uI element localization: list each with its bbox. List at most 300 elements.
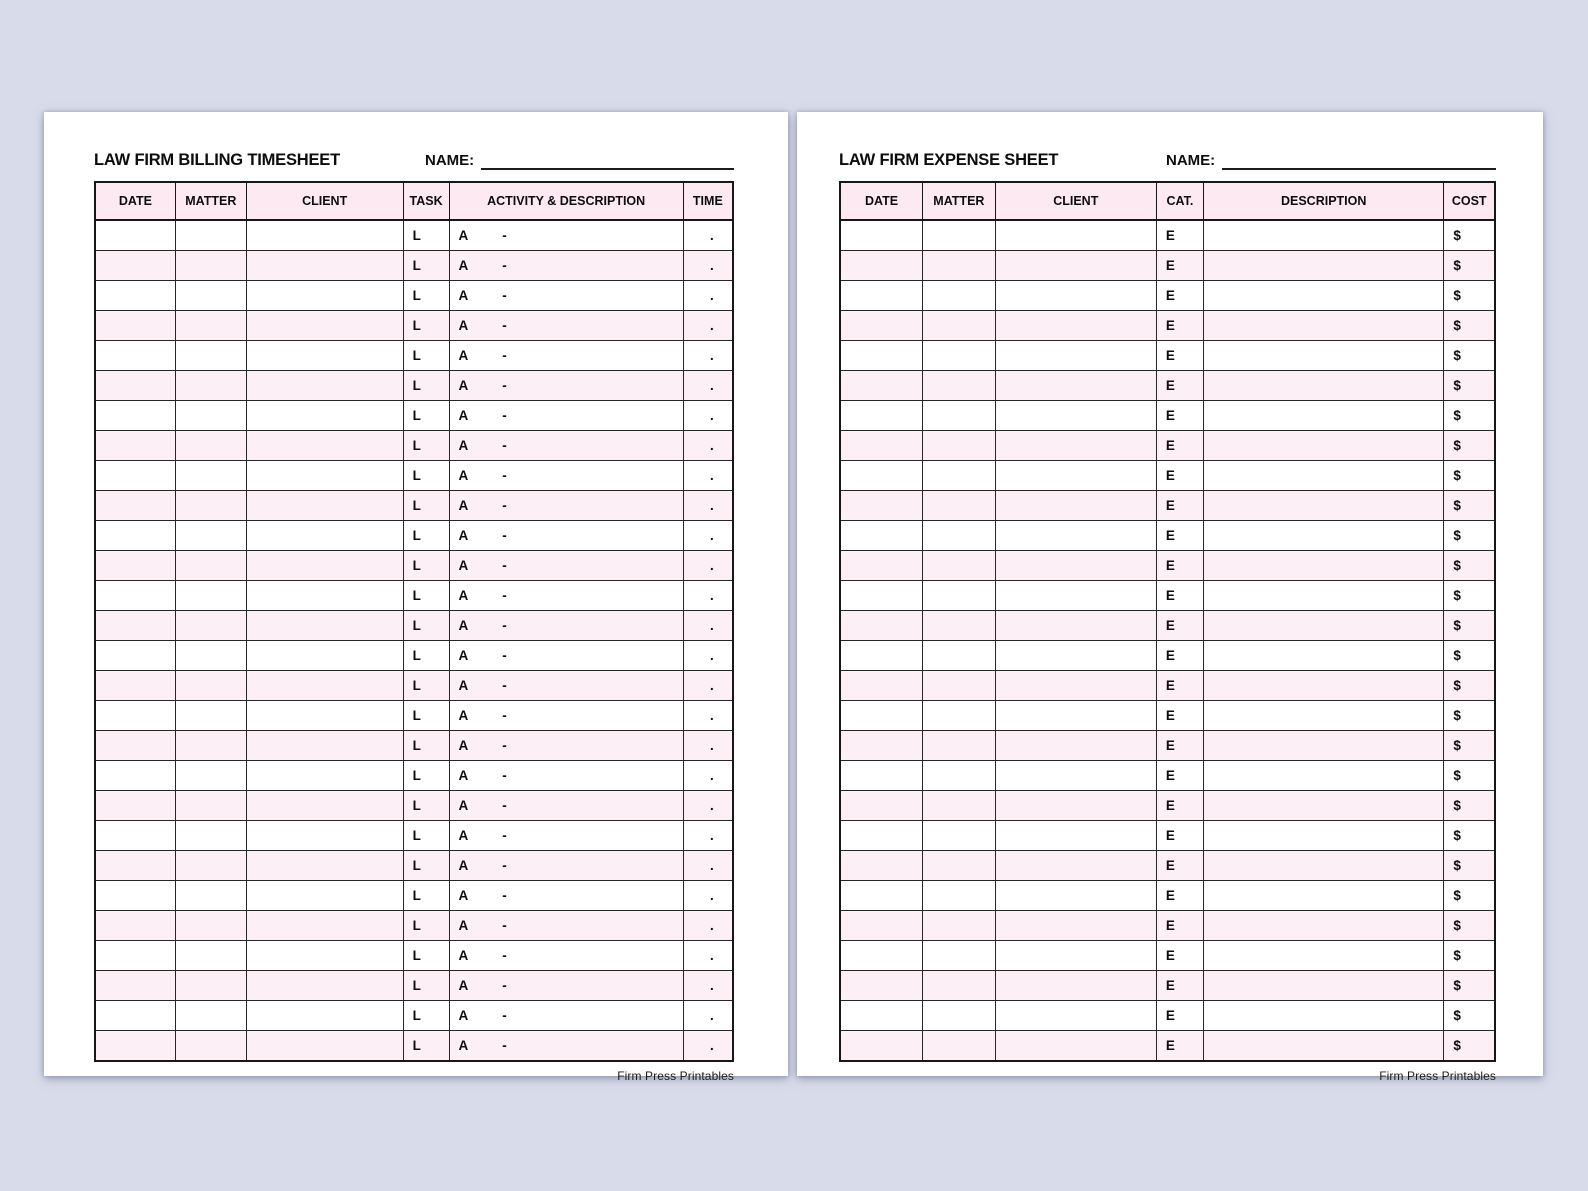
- cell-token: A: [458, 228, 469, 243]
- cell-activity-description: [449, 911, 683, 941]
- cell-client: [995, 281, 1156, 311]
- table-row: [95, 401, 733, 431]
- cell-date: [95, 311, 175, 341]
- cell-task: L: [403, 1031, 449, 1062]
- cell-cost: $: [1444, 281, 1495, 311]
- cell-description: [1204, 911, 1444, 941]
- cell-cost: $: [1444, 311, 1495, 341]
- cell-cat: E: [1156, 971, 1203, 1001]
- table-row: [840, 971, 1495, 1001]
- cell-matter: [923, 251, 996, 281]
- cell-matter: [175, 911, 246, 941]
- cell-date: [840, 641, 923, 671]
- cell-time: .: [683, 581, 733, 611]
- cell-client: [995, 671, 1156, 701]
- cell-client: [246, 311, 403, 341]
- cell-client: [246, 851, 403, 881]
- table-row: [840, 311, 1495, 341]
- cell-task: L: [403, 281, 449, 311]
- cell-matter: [175, 461, 246, 491]
- cell-description: [1204, 791, 1444, 821]
- cell-activity-description: [449, 641, 683, 671]
- cell-cat: E: [1156, 521, 1203, 551]
- cell-cat: E: [1156, 281, 1203, 311]
- cell-cat: E: [1156, 791, 1203, 821]
- cell-client: [246, 971, 403, 1001]
- cell-client: [995, 941, 1156, 971]
- cell-matter: [923, 671, 996, 701]
- cell-date: [95, 341, 175, 371]
- cell-matter: [923, 521, 996, 551]
- cell-time: .: [683, 851, 733, 881]
- cell-client: [995, 1031, 1156, 1062]
- cell-token: -: [502, 1038, 507, 1053]
- cell-cost: $: [1444, 251, 1495, 281]
- table-row: [95, 971, 733, 1001]
- cell-token: A: [458, 978, 469, 993]
- cell-token: A: [458, 588, 469, 603]
- cell-date: [95, 971, 175, 1001]
- table-row: [840, 911, 1495, 941]
- cell-time: .: [683, 911, 733, 941]
- cell-task: L: [403, 521, 449, 551]
- cell-cost: $: [1444, 911, 1495, 941]
- cell-client: [246, 1001, 403, 1031]
- cell-token: A: [458, 738, 469, 753]
- cell-task: L: [403, 881, 449, 911]
- cell-cost: $: [1444, 731, 1495, 761]
- table-row: [840, 701, 1495, 731]
- cell-matter: [175, 551, 246, 581]
- cell-date: [840, 371, 923, 401]
- cell-client: [246, 251, 403, 281]
- cell-time: .: [683, 401, 733, 431]
- cell-cat: E: [1156, 251, 1203, 281]
- table-row: [95, 521, 733, 551]
- cell-token: A: [458, 618, 469, 633]
- cell-token: -: [502, 678, 507, 693]
- cell-matter: [923, 220, 996, 251]
- table-row: [840, 281, 1495, 311]
- cell-token: -: [502, 768, 507, 783]
- cell-matter: [175, 1001, 246, 1031]
- cell-cost: $: [1444, 791, 1495, 821]
- cell-task: L: [403, 671, 449, 701]
- table-row: [840, 941, 1495, 971]
- cell-time: .: [683, 251, 733, 281]
- cell-matter: [923, 431, 996, 461]
- column-header-task: TASK: [403, 182, 449, 220]
- cell-date: [840, 731, 923, 761]
- cell-date: [840, 401, 923, 431]
- cell-activity-description: [449, 881, 683, 911]
- cell-token: -: [502, 1008, 507, 1023]
- table-row: [95, 731, 733, 761]
- cell-activity-description: [449, 461, 683, 491]
- cell-activity-description: [449, 701, 683, 731]
- table-row: [840, 671, 1495, 701]
- cell-token: A: [458, 828, 469, 843]
- cell-date: [840, 821, 923, 851]
- table-row: [95, 791, 733, 821]
- cell-matter: [923, 401, 996, 431]
- cell-token: -: [502, 318, 507, 333]
- cell-cost: $: [1444, 611, 1495, 641]
- cell-token: A: [458, 558, 469, 573]
- cell-date: [840, 581, 923, 611]
- cell-client: [995, 791, 1156, 821]
- cell-client: [995, 461, 1156, 491]
- table-row: [840, 461, 1495, 491]
- cell-token: A: [458, 948, 469, 963]
- cell-cost: $: [1444, 371, 1495, 401]
- cell-date: [95, 581, 175, 611]
- name-field: [1166, 151, 1496, 170]
- cell-task: L: [403, 341, 449, 371]
- cell-matter: [923, 1001, 996, 1031]
- cell-task: L: [403, 220, 449, 251]
- cell-client: [995, 701, 1156, 731]
- cell-token: -: [502, 348, 507, 363]
- table-row: [840, 1031, 1495, 1062]
- cell-token: -: [502, 438, 507, 453]
- cell-matter: [175, 701, 246, 731]
- cell-token: -: [502, 828, 507, 843]
- cell-cat: E: [1156, 401, 1203, 431]
- cell-matter: [175, 371, 246, 401]
- cell-description: [1204, 581, 1444, 611]
- cell-client: [246, 881, 403, 911]
- cell-client: [246, 581, 403, 611]
- column-header-time: TIME: [683, 182, 733, 220]
- cell-cat: E: [1156, 911, 1203, 941]
- cell-description: [1204, 1001, 1444, 1031]
- cell-activity-description: [449, 851, 683, 881]
- cell-client: [246, 431, 403, 461]
- cell-matter: [175, 971, 246, 1001]
- table-row: [840, 761, 1495, 791]
- cell-time: .: [683, 220, 733, 251]
- cell-date: [95, 401, 175, 431]
- cell-task: L: [403, 251, 449, 281]
- cell-time: .: [683, 881, 733, 911]
- cell-client: [995, 641, 1156, 671]
- cell-client: [995, 401, 1156, 431]
- cell-date: [840, 491, 923, 521]
- cell-token: A: [458, 468, 469, 483]
- cell-time: .: [683, 611, 733, 641]
- cell-client: [246, 701, 403, 731]
- cell-time: .: [683, 1001, 733, 1031]
- cell-cost: $: [1444, 641, 1495, 671]
- cell-time: .: [683, 281, 733, 311]
- cell-client: [246, 641, 403, 671]
- cell-token: -: [502, 408, 507, 423]
- cell-matter: [923, 551, 996, 581]
- cell-time: .: [683, 731, 733, 761]
- cell-token: -: [502, 258, 507, 273]
- cell-date: [95, 641, 175, 671]
- cell-date: [95, 431, 175, 461]
- cell-matter: [175, 281, 246, 311]
- table-row: [840, 521, 1495, 551]
- cell-date: [95, 731, 175, 761]
- table-row: [840, 401, 1495, 431]
- cell-date: [840, 521, 923, 551]
- cell-activity-description: [449, 371, 683, 401]
- cell-description: [1204, 431, 1444, 461]
- cell-time: .: [683, 791, 733, 821]
- cell-client: [246, 371, 403, 401]
- table-row: [840, 431, 1495, 461]
- cell-date: [95, 851, 175, 881]
- cell-description: [1204, 341, 1444, 371]
- header-row: [840, 182, 1495, 220]
- expense-sheet-sheet: [797, 112, 1543, 1083]
- cell-description: [1204, 851, 1444, 881]
- cell-matter: [175, 251, 246, 281]
- cell-client: [995, 371, 1156, 401]
- cell-cat: E: [1156, 1001, 1203, 1031]
- cell-matter: [923, 491, 996, 521]
- cell-token: A: [458, 798, 469, 813]
- cell-matter: [175, 521, 246, 551]
- cell-token: -: [502, 648, 507, 663]
- expense-sheet-content: [797, 112, 1543, 1083]
- cell-matter: [175, 941, 246, 971]
- cell-cat: E: [1156, 581, 1203, 611]
- cell-token: -: [502, 948, 507, 963]
- cell-task: L: [403, 641, 449, 671]
- cell-matter: [175, 671, 246, 701]
- cell-activity-description: [449, 401, 683, 431]
- cell-date: [95, 1031, 175, 1062]
- cell-matter: [923, 941, 996, 971]
- cell-token: A: [458, 708, 469, 723]
- table-row: [95, 341, 733, 371]
- table-row: [840, 551, 1495, 581]
- cell-matter: [923, 371, 996, 401]
- cell-matter: [923, 821, 996, 851]
- cell-cost: $: [1444, 220, 1495, 251]
- cell-date: [840, 971, 923, 1001]
- cell-description: [1204, 761, 1444, 791]
- cell-client: [995, 881, 1156, 911]
- table-row: [95, 941, 733, 971]
- cell-task: L: [403, 401, 449, 431]
- table-row: [95, 851, 733, 881]
- header-row: [95, 182, 733, 220]
- cell-cat: E: [1156, 431, 1203, 461]
- cell-date: [95, 911, 175, 941]
- cell-client: [995, 761, 1156, 791]
- cell-matter: [175, 761, 246, 791]
- table-row: [840, 581, 1495, 611]
- column-header-activity-description: ACTIVITY & DESCRIPTION: [449, 182, 683, 220]
- cell-token: A: [458, 858, 469, 873]
- cell-task: L: [403, 851, 449, 881]
- cell-time: .: [683, 641, 733, 671]
- column-header-description: DESCRIPTION: [1204, 182, 1444, 220]
- cell-date: [840, 911, 923, 941]
- table-row: [95, 491, 733, 521]
- table-row: [95, 311, 733, 341]
- column-header-cat: CAT.: [1156, 182, 1203, 220]
- cell-matter: [923, 461, 996, 491]
- cell-activity-description: [449, 491, 683, 521]
- cell-cat: E: [1156, 641, 1203, 671]
- cell-client: [246, 281, 403, 311]
- cell-cat: E: [1156, 941, 1203, 971]
- cell-token: -: [502, 738, 507, 753]
- cell-token: -: [502, 498, 507, 513]
- cell-cat: E: [1156, 341, 1203, 371]
- cell-matter: [175, 220, 246, 251]
- cell-token: -: [502, 708, 507, 723]
- cell-client: [995, 911, 1156, 941]
- cell-activity-description: [449, 220, 683, 251]
- cell-matter: [923, 911, 996, 941]
- cell-date: [95, 521, 175, 551]
- table-row: [95, 701, 733, 731]
- cell-date: [840, 1031, 923, 1062]
- cell-description: [1204, 641, 1444, 671]
- cell-date: [840, 251, 923, 281]
- cell-date: [840, 881, 923, 911]
- cell-token: A: [458, 1038, 469, 1053]
- cell-client: [246, 671, 403, 701]
- cell-token: A: [458, 888, 469, 903]
- cell-cat: E: [1156, 761, 1203, 791]
- cell-task: L: [403, 971, 449, 1001]
- column-header-cost: COST: [1444, 182, 1495, 220]
- cell-matter: [923, 1031, 996, 1062]
- cell-token: A: [458, 678, 469, 693]
- cell-matter: [923, 341, 996, 371]
- cell-cat: E: [1156, 821, 1203, 851]
- cell-activity-description: [449, 521, 683, 551]
- cell-date: [95, 701, 175, 731]
- cell-matter: [175, 1031, 246, 1062]
- cell-cat: E: [1156, 371, 1203, 401]
- cell-date: [840, 551, 923, 581]
- cell-token: A: [458, 1008, 469, 1023]
- cell-activity-description: [449, 551, 683, 581]
- cell-token: A: [458, 348, 469, 363]
- cell-matter: [175, 731, 246, 761]
- cell-cat: E: [1156, 701, 1203, 731]
- cell-task: L: [403, 461, 449, 491]
- cell-task: L: [403, 551, 449, 581]
- cell-matter: [175, 581, 246, 611]
- cell-description: [1204, 371, 1444, 401]
- cell-description: [1204, 701, 1444, 731]
- cell-activity-description: [449, 251, 683, 281]
- cell-client: [995, 611, 1156, 641]
- cell-date: [95, 941, 175, 971]
- table-row: [95, 281, 733, 311]
- cell-date: [95, 671, 175, 701]
- table-row: [840, 251, 1495, 281]
- cell-task: L: [403, 311, 449, 341]
- cell-task: L: [403, 431, 449, 461]
- cell-task: L: [403, 701, 449, 731]
- cell-token: A: [458, 258, 469, 273]
- cell-description: [1204, 821, 1444, 851]
- cell-date: [95, 461, 175, 491]
- table-row: [95, 431, 733, 461]
- cell-client: [246, 611, 403, 641]
- cell-cat: E: [1156, 461, 1203, 491]
- cell-matter: [923, 791, 996, 821]
- cell-token: -: [502, 618, 507, 633]
- cell-description: [1204, 401, 1444, 431]
- cell-date: [840, 851, 923, 881]
- column-header-date: DATE: [840, 182, 923, 220]
- cell-description: [1204, 731, 1444, 761]
- cell-date: [95, 220, 175, 251]
- credit-text: Firm Press Printables: [1379, 1069, 1496, 1083]
- cell-date: [95, 281, 175, 311]
- table-row: [95, 551, 733, 581]
- cell-date: [95, 251, 175, 281]
- cell-client: [246, 220, 403, 251]
- cell-task: L: [403, 581, 449, 611]
- cell-cat: E: [1156, 220, 1203, 251]
- column-header-matter: MATTER: [175, 182, 246, 220]
- table-row: [95, 821, 733, 851]
- table-row: [840, 371, 1495, 401]
- cell-token: -: [502, 558, 507, 573]
- cell-activity-description: [449, 941, 683, 971]
- name-label: NAME:: [425, 152, 475, 169]
- table-row: [840, 731, 1495, 761]
- page-title: LAW FIRM EXPENSE SHEET: [839, 151, 1059, 169]
- cell-client: [246, 341, 403, 371]
- cell-date: [95, 881, 175, 911]
- cell-matter: [175, 791, 246, 821]
- cell-matter: [175, 491, 246, 521]
- cell-client: [995, 971, 1156, 1001]
- cell-matter: [923, 761, 996, 791]
- cell-date: [840, 281, 923, 311]
- cell-date: [840, 791, 923, 821]
- cell-cat: E: [1156, 881, 1203, 911]
- cell-cost: $: [1444, 581, 1495, 611]
- cell-client: [995, 491, 1156, 521]
- cell-cost: $: [1444, 401, 1495, 431]
- cell-activity-description: [449, 281, 683, 311]
- cell-time: .: [683, 431, 733, 461]
- cell-time: .: [683, 701, 733, 731]
- cell-time: .: [683, 941, 733, 971]
- credit-text: Firm Press Printables: [617, 1069, 734, 1083]
- cell-cat: E: [1156, 491, 1203, 521]
- cell-activity-description: [449, 761, 683, 791]
- cell-date: [840, 341, 923, 371]
- cell-matter: [175, 341, 246, 371]
- cell-matter: [175, 431, 246, 461]
- billing-timesheet-sheet: [44, 112, 788, 1083]
- cell-activity-description: [449, 431, 683, 461]
- table-row: [95, 1031, 733, 1062]
- table-row: [840, 491, 1495, 521]
- table-row: [840, 341, 1495, 371]
- table-row: [95, 611, 733, 641]
- cell-cat: E: [1156, 311, 1203, 341]
- cell-cost: $: [1444, 431, 1495, 461]
- cell-description: [1204, 971, 1444, 1001]
